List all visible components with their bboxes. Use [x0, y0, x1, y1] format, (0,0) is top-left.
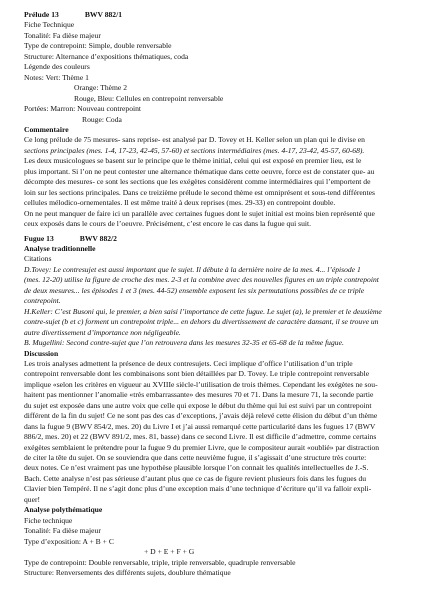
citation-line: de deux mesures... les épisodes 1 et 3 (mes. 44-52) ensemble exposent les six permutations possibles de ce triple	[24, 285, 365, 295]
discussion-line: du sujet est exposée dans une autre voix que celle qui expose le début du thème qui lui est suivi par un contrepoint	[24, 400, 372, 410]
discussion-line: Bach. Cette analyse n’est pas sérieuse d’autant plus que ce cas de figure revient plusieurs fois dans les fugues du	[24, 473, 367, 483]
prelude-tonalite: Tonalité: Fa dièse majeur	[24, 30, 101, 40]
commentaire-line: Les deux musicologues se basent sur le principe que le thème initial, celui qui est exposé en premier lieu, est le	[24, 156, 362, 166]
fugue-fiche: Fiche technique	[24, 515, 73, 525]
discussion-line: Clavier bien Tempéré. Il ne s’agit donc plus d’une exception mais d’une technique d’écriture qu’il va falloir expli-	[24, 484, 372, 494]
fugue-type-exposition-cont: + D + E + F + G	[144, 547, 195, 557]
prelude-number: Prélude 13	[24, 10, 59, 19]
citation-line: contre-sujet (b et c) forment un contrepoint triple... en dehors du divertissement de caractère dansant, il se trouve un	[24, 317, 379, 327]
discussion-line: dans la fugue 9 (BWV 854/2, mes. 20) du Livre I et j’ai aussi remarqué cette particularité dans les fugues 17 (BWV	[24, 421, 376, 431]
citation-tovey	[24, 265, 418, 307]
citation-mugellini: B. Mugellini: Second contre-sujet que l’on retrouvera dans les mesures 32-35 et 65-68 de la même fugue.	[24, 338, 344, 348]
citation-line: D.Tovey: Le contresujet est aussi important que le sujet. Il débute à la dernière noire de la mes. 4... l’épisode 1	[24, 264, 361, 274]
discussion-line: différent de la fin du sujet! Ce ne sont pas des cas d’exceptions, j’avais déjà relevé cette élision du début d’un thème	[24, 411, 378, 421]
commentaire-line: décompte des mesures- ce sont les sections que les exégètes considèrent comme intermédiaires qui l’emportent de	[24, 177, 371, 187]
fugue-type-contrepoint: Type de contrepoint: Double renversable, triple, triple renversable, quadruple renversable	[24, 557, 296, 567]
commentaire-line: cellules mélodico-ornementales. Il est même traité à deux reprises (mes. 29-33) en contrepoint double.	[24, 198, 336, 208]
discussion-title: Discussion	[24, 348, 59, 358]
commentaire-line: On ne peut manquer de faire ici un parallèle avec certaines fugues dont le sujet initial est moins bien représenté que	[24, 208, 375, 218]
discussion-line: contrepoint renversable dont les combinaisons sont bien détaillées par D. Tovey. Le triple contrepoint renversable	[24, 369, 370, 379]
prelude-notes-1: Notes: Vert: Thème 1	[24, 72, 89, 82]
discussion-line: exégètes semblaient le prétendre pour la fugue 9 du premier Livre, que le compositeur aurait «oublié» par distraction	[24, 442, 380, 452]
prelude-structure: Structure: Alternance d’expositions thématiques, coda	[24, 51, 189, 61]
prelude-legende: Légende des couleurs	[24, 62, 90, 72]
prelude-type: Type de contrepoint: Simple, double renversable	[24, 41, 172, 51]
commentaire-title: Commentaire	[24, 124, 69, 134]
fugue-bwv: BWV 882/2	[79, 233, 117, 243]
fugue-type-exposition: Type d’exposition: A + B + C	[24, 536, 114, 546]
prelude-notes-2: Orange: Thème 2	[74, 83, 127, 93]
commentaire-line: sections principales (mes. 1-4, 17-23, 42-45, 57-60) et sections intermédiaires (mes. 4-17, 23-42, 45-57, 60-68).	[24, 145, 365, 155]
commentaire-line: plus important. Si l’on ne peut contester une alternance thématique dans cette oeuvre, force est de constater que- au	[24, 166, 375, 176]
commentaire-line: loin sur les sections principales. Dans ce treizième prélude le second thème est omniprésent et sous-tend différentes	[24, 187, 375, 197]
fugue-header	[24, 234, 418, 244]
discussion-paragraph	[24, 359, 418, 505]
discussion-line: de citer la tête du sujet. On se souviendra que dans cette neuvième fugue, il s’agissait d’une structure très courte:	[24, 453, 367, 463]
citation-line: (mes. 12-20) utilise la figure de croche des mes. 2-3 et la combine avec des nouvelles figures en un triple contrepoint	[24, 275, 379, 285]
fugue-structure: Structure: Renversements des différents sujets, doublure thématique	[24, 568, 231, 578]
discussion-line: implique «selon les critères en vigueur au XVIIIe siècle-l’utilisation de trois thèmes. Cependant les exégètes ne sou-	[24, 379, 378, 389]
prelude-fiche: Fiche Technique	[24, 20, 75, 30]
analyse-polythematique-title: Analyse polythématique	[24, 505, 103, 515]
prelude-bwv: BWV 882/1	[84, 10, 123, 19]
commentaire-line: Ce long prélude de 75 mesures- sans reprise- est analysé par D. Tovey et H. Keller selon un plan qui le divise en	[24, 135, 365, 145]
prelude-header	[24, 10, 418, 20]
analyse-traditionnelle-title: Analyse traditionnelle	[24, 243, 96, 253]
fugue-number: Fugue 13	[24, 233, 54, 243]
prelude-portees-2: Rouge: Coda	[82, 114, 122, 124]
discussion-line: haitent pas mentionner l’anomalie «très embarrassante» des mesures 70 et 71. Dans la mesure 71, la seconde partie	[24, 390, 374, 400]
citation-line: contrepoint.	[24, 296, 61, 306]
citation-line: autre divertissement d’importance non négligeable.	[24, 327, 181, 337]
discussion-line: 886/2, mes. 20) et 22 (BWV 891/2, mes. 81, basse) dans ce second Livre. Il est difficile d’admettre, comme certains	[24, 432, 377, 442]
commentaire-paragraph	[24, 135, 418, 229]
fugue-tonalite: Tonalité: Fa dièse majeur	[24, 526, 101, 536]
citations-label: Citations	[24, 254, 52, 264]
discussion-line: Les trois analyses admettent la présence de deux contresujets. Ceci implique d’office l’utilisation d’un triple	[24, 358, 353, 368]
prelude-portees-1: Portées: Marron: Nouveau contrepoint	[24, 104, 142, 114]
citation-keller	[24, 307, 418, 338]
commentaire-line: ceux exposés dans le cours de l’oeuvre. Précisément, c’est encore le cas dans la fugue qui suit.	[24, 219, 311, 229]
prelude-notes-3: Rouge, Bleu: Cellules en contrepoint renversable	[74, 93, 224, 103]
citation-line: H.Keller: C’est Busoni qui, le premier, a bien saisi l’importance de cette fugue. Le sujet (a), le premier et le deuxième	[24, 306, 382, 316]
discussion-line: deux notes. Ce n’est vraiment pas une hypothèse plausible lorsque l’on connait les qualités intellectuelles de J.-S.	[24, 463, 369, 473]
discussion-line: quer!	[24, 494, 41, 504]
